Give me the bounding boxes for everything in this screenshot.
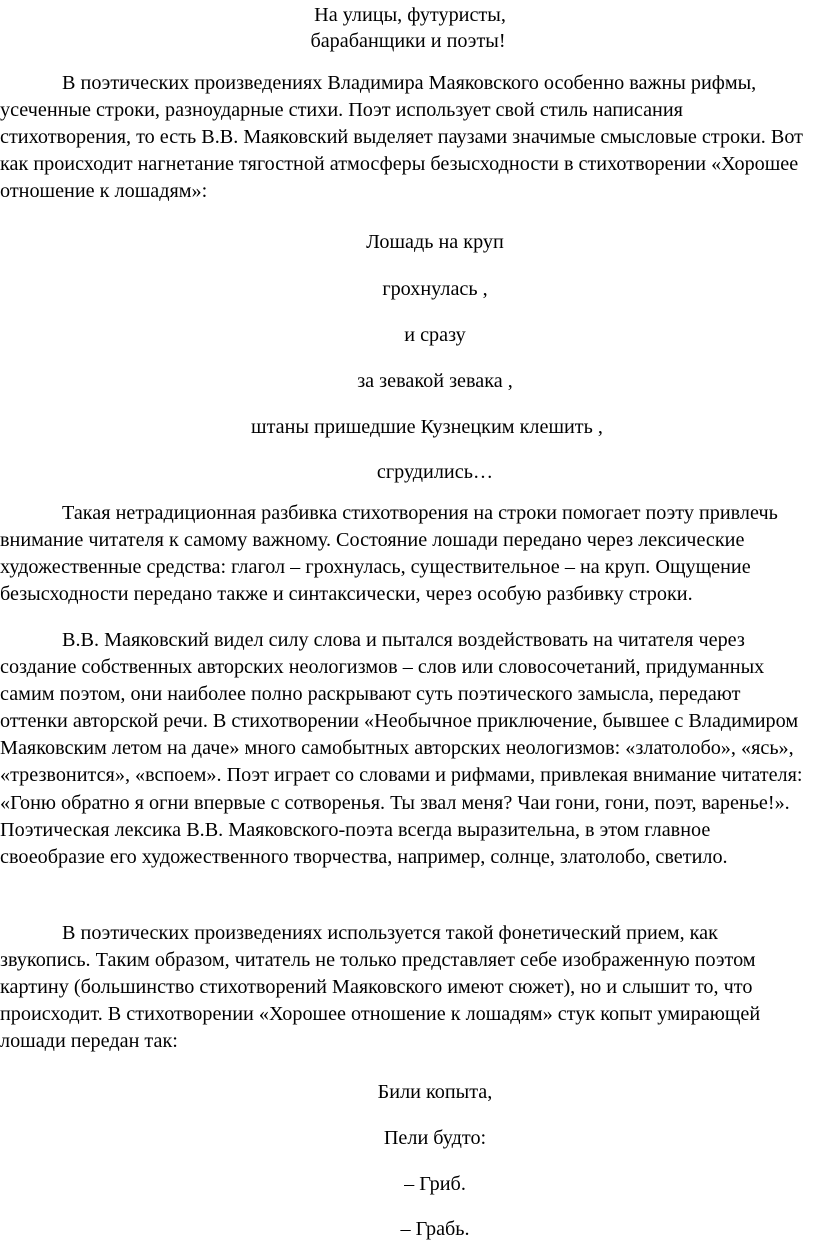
verse-line: – Гриб.	[404, 1173, 466, 1195]
verse-line: сгрудились…	[376, 461, 494, 483]
verse-line: – Грабь.	[400, 1218, 470, 1240]
verse-line: штаны пришедшие Кузнецким клешить ,	[251, 416, 603, 438]
paragraph-neologisms: В.В. Маяковский видел силу слова и пытался воздействовать на читателя через создание собственных авторских неологизмов – слов или словосочетаний, придуманных самим поэтом, они наиболее полно раскрывают суть поэтического замысла, передают оттенки авторской речи. В стихотворении «Необычное приключение, бывшее с Владимиром Маяковским летом на даче» много самобытных авторских неологизмов: «златолобо», «ясь», «трезвонится», «вспоем». Поэт играет со словами и рифмами, привлекая внимание читателя: «Гоню обратно я огни впервые с сотворенья. Ты звал меня? Чаи гони, гони, поэт, варенье!». Поэтическая лексика В.В. Маяковского-поэта всегда выразительна, в этом главное своеобразие его художественного творчества, например, солнце, златолобо, светило.	[0, 629, 803, 868]
paragraph-line-breaks: Такая нетрадиционная разбивка стихотворения на строки помогает поэту привлечь внимание читателя к самому важному. Состояние лошади передано через лексические художественные средства: глагол – грохнулась, существительное – на круп. Ощущение безысходности передано также и синтаксически, через особую разбивку строки.	[0, 502, 778, 606]
epigraph-line-2: барабанщики и поэты!	[310, 30, 506, 52]
verse-line: Пели будто:	[383, 1127, 487, 1149]
paragraph-sound-writing: В поэтических произведениях используется такой фонетический прием, как звукопись. Таким образом, читатель не только представляет себе изображенную поэтом картину (большинство стихотворений Маяковского имеют сюжет), но и слышит то, что происходит. В стихотворении «Хорошее отношение к лошадям» стук копыт умирающей лошади передан так:	[0, 922, 761, 1053]
verse-line: Били копыта,	[377, 1081, 493, 1103]
verse-line: и сразу	[404, 324, 466, 346]
verse-line: Лошадь на круп	[366, 231, 504, 253]
verse-line: за зевакой зевака ,	[357, 370, 513, 392]
epigraph-line-1: На улицы, футуристы,	[314, 4, 506, 26]
verse-line: грохнулась ,	[382, 278, 488, 300]
paragraph-intro: В поэтических произведениях Владимира Маяковского особенно важны рифмы, усеченные строки, разноударные стихи. Поэт использует свой стиль написания стихотворения, то есть В.В. Маяковский выделяет паузами значимые смысловые строки. Вот как происходит нагнетание тягостной атмосферы безысходности в стихотворении «Хорошее отношение к лошадям»:	[0, 72, 803, 203]
